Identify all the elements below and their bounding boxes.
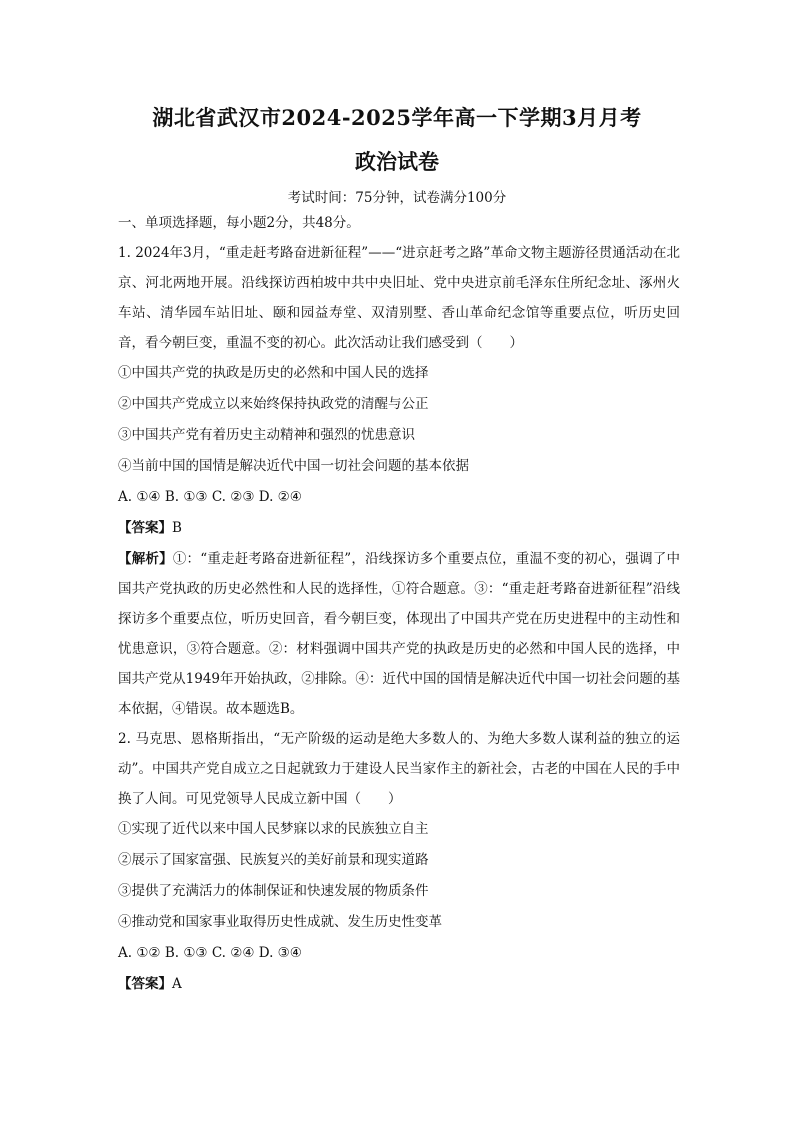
exam-meta: 考试时间：75分钟，试卷满分100分 <box>287 190 507 206</box>
answer-line <box>118 969 680 1000</box>
question-option: ②中国共产党成立以来始终保持执政党的清醒与公正 <box>118 396 429 412</box>
question-stem: 2. 马克思、恩格斯指出，“无产阶级的运动是绝大多数人的、为绝大多数人谋利益的独立的运动”。中国共产党自成立之日起就致力于建设人民当家作主的新社会，古老的中国在人民的手中换了人间。可见党领导人民成立新中国（ ） <box>118 731 680 807</box>
answer-value: B <box>172 520 182 536</box>
section-heading: 一、单项选择题，每小题2分，共48分。 <box>118 215 360 231</box>
question-stem: 1. 2024年3月，“重走赶考路奋进新征程”——“进京赶考之路”革命文物主题游径贯通活动在北京、河北两地开展。沿线探访西柏坡中共中央旧址、党中央进京前毛泽东住所纪念址、涿州火车站、清华园车站旧址、颐和园益寿堂、双清别墅、香山革命纪念馆等重要点位，听历史回音，看今朝巨变，重温不变的初心。此次活动让我们感受到（ ） <box>118 245 680 351</box>
analysis-text: ①：“重走赶考路奋进新征程”，沿线探访多个重要点位，重温不变的初心，强调了中国共产党执政的历史必然性和人民的选择性，①符合题意。③：“重走赶考路奋进新征程”沿线探访多个重要点位，听历史回音，看今朝巨变，体现出了中国共产党在历史进程中的主动性和忧患意识，③符合题意。②：材料强调中国共产党的执政是历史的必然和中国人民的选择，中国共产党从1949年开始执政，②排除。④：近代中国的国情是解决近代中国一切社会问题的基本依据，④错误。故本题选B。 <box>118 551 681 717</box>
answer-choices: A. ①④ B. ①③ C. ②③ D. ②④ <box>118 489 302 505</box>
question-2 <box>118 724 680 1000</box>
answer-choices: A. ①② B. ①③ C. ②④ D. ③④ <box>118 945 302 961</box>
question-option: ①中国共产党的执政是历史的必然和中国人民的选择 <box>118 365 429 381</box>
page-title: 湖北省武汉市2024-2025学年高一下学期3月月考 <box>152 105 642 130</box>
document-body <box>118 210 680 1000</box>
question-option: ①实现了近代以来中国人民梦寐以求的民族独立自主 <box>118 821 429 837</box>
question-option: ②展示了国家富强、民族复兴的美好前景和现实道路 <box>118 852 429 868</box>
analysis-label: 【解析】 <box>118 551 173 567</box>
answer-label: 【答案】 <box>118 520 172 536</box>
question-option: ④当前中国的国情是解决近代中国一切社会问题的基本依据 <box>118 458 469 474</box>
answer-label: 【答案】 <box>118 976 172 992</box>
question-option: ④推动党和国家事业取得历史性成就、发生历史性变革 <box>118 914 442 930</box>
question-option: ③提供了充满活力的体制保证和快速发展的物质条件 <box>118 883 429 899</box>
answer-line <box>118 513 680 544</box>
question-option: ③中国共产党有着历史主动精神和强烈的忧患意识 <box>118 427 415 443</box>
page-subtitle: 政治试卷 <box>355 149 439 174</box>
answer-value: A <box>172 976 182 992</box>
analysis-paragraph <box>118 544 680 724</box>
question-1 <box>118 238 680 724</box>
